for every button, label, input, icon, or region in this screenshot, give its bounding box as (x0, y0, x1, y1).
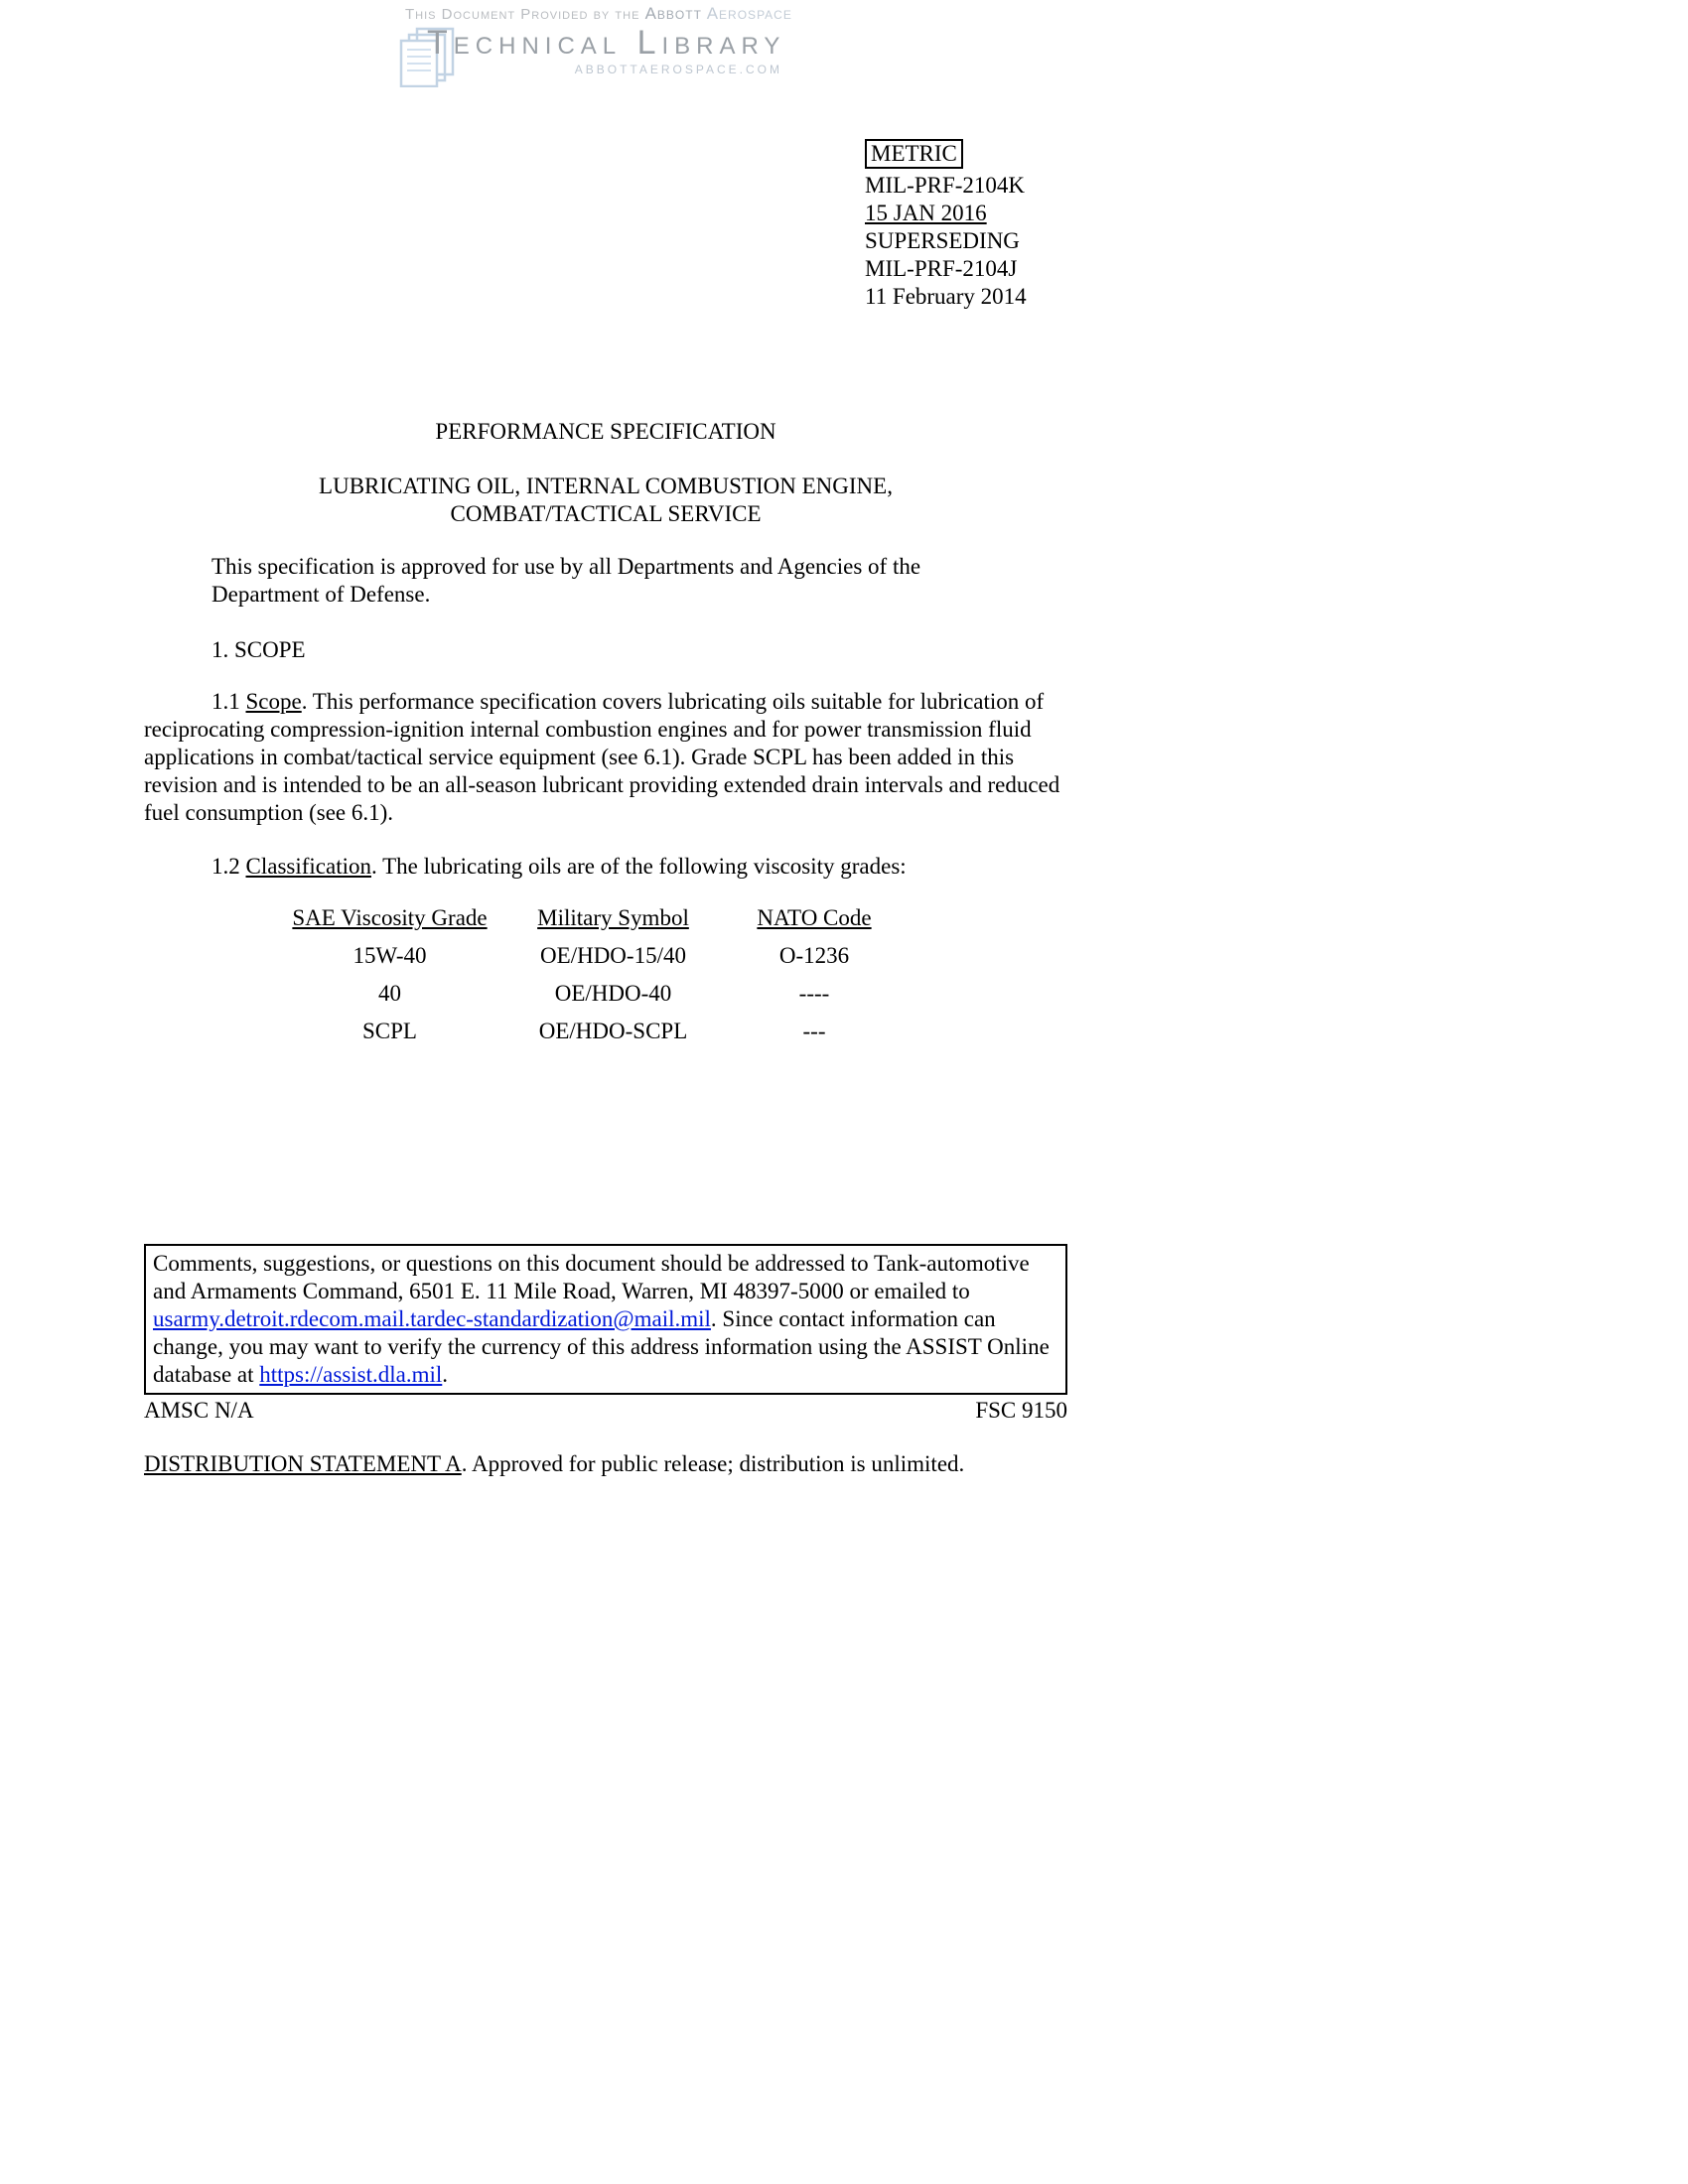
table-cell: --- (802, 1019, 826, 1043)
section-1-heading: 1. SCOPE (211, 637, 306, 662)
table-cell: OE/HDO-SCPL (538, 1019, 688, 1043)
table-row (273, 932, 909, 970)
watermark-brand-aerospace: Aerospace (706, 4, 792, 23)
watermark-brand-abbott: Abbott (644, 4, 707, 23)
document-id-block (865, 139, 1067, 311)
table-row (273, 1008, 909, 1045)
distribution-statement (144, 1450, 1067, 1478)
table-header-cell (720, 904, 909, 932)
watermark-wordmark (405, 24, 784, 63)
table-cell: ---- (798, 981, 830, 1006)
watermark-library-text: Technical Library (427, 24, 786, 62)
fsc-number: FSC 9150 (975, 1398, 1067, 1423)
table-header-cell (273, 904, 506, 932)
superseding-label: SUPERSEDING (865, 228, 1020, 253)
table-row (273, 970, 909, 1008)
comments-text-1: Comments, suggestions, or questions on this document should be addressed to Tank-automotive and Armaments Command, 6501 E. 11 Mile Road, Warren, MI 48397-5000 or emailed to (153, 1251, 1030, 1303)
header-sae-viscosity-grade: SAE Viscosity Grade (292, 905, 488, 930)
amsc-number: AMSC N/A (144, 1398, 254, 1423)
document-date: 15 JAN 2016 (865, 201, 987, 225)
watermark-provided-text: This Document Provided by the (405, 6, 645, 23)
table-cell: OE/HDO-40 (554, 981, 672, 1006)
standardization-email-link[interactable]: usarmy.detroit.rdecom.mail.tardec-standardization@mail.mil (153, 1306, 711, 1331)
spec-subject-line2: COMBAT/TACTICAL SERVICE (450, 501, 762, 526)
watermark-url: ABBOTTAEROSPACE.COM (574, 63, 782, 76)
paragraph-1-2-label: Classification (245, 854, 371, 879)
paragraph-1-1 (144, 688, 1067, 827)
paragraph-1-1-label: Scope (245, 689, 302, 714)
table-cell: OE/HDO-15/40 (540, 943, 686, 968)
paragraph-1-1-text: . This performance specification covers lubricating oils suitable for lubrication of reciprocating compression-ignition internal combustion engines and for power transmission fluid applications in combat/tactical service equipment (see 6.1). Grade SCPL has been added in this revision and is intended to be an all-season lubricant providing extended drain intervals and reduced fuel consumption (see 6.1). (144, 689, 1060, 825)
spec-subject-title (144, 473, 1067, 528)
spec-type-title: PERFORMANCE SPECIFICATION (435, 419, 776, 444)
assist-database-link[interactable]: https://assist.dla.mil (259, 1362, 443, 1387)
spec-subject-line1: LUBRICATING OIL, INTERNAL COMBUSTION ENGINE, (319, 474, 893, 498)
table-cell: 40 (378, 981, 401, 1006)
header-nato-code: NATO Code (757, 905, 872, 930)
superseded-date: 11 February 2014 (865, 284, 1027, 309)
amsc-fsc-row (144, 1397, 1067, 1425)
paragraph-1-2 (144, 853, 1067, 881)
viscosity-grade-table (273, 904, 909, 1045)
comments-text-3: . (442, 1362, 449, 1387)
paragraph-1-2-number: 1.2 (211, 854, 246, 879)
table-cell: SCPL (362, 1019, 417, 1043)
comments-text-2: . Since contact information can change, you may want to verify the currency of this address information using the ASSIST Online database at (153, 1306, 1050, 1387)
paragraph-1-1-number: 1.1 (211, 689, 246, 714)
superseded-number: MIL-PRF-2104J (865, 256, 1018, 281)
table-cell: O-1236 (778, 943, 850, 968)
metric-designator: METRIC (865, 139, 963, 169)
distribution-statement-label: DISTRIBUTION STATEMENT A (144, 1451, 462, 1476)
table-header-cell (506, 904, 720, 932)
document-content (144, 0, 1067, 1478)
table-cell: 15W-40 (352, 943, 427, 968)
paragraph-1-2-text: . The lubricating oils are of the following viscosity grades: (370, 854, 907, 879)
approval-statement: This specification is approved for use by all Departments and Agencies of the Department of Defense. (211, 554, 921, 607)
header-military-symbol: Military Symbol (537, 905, 689, 930)
distribution-statement-text: . Approved for public release; distribution is unlimited. (461, 1451, 965, 1476)
document-number: MIL-PRF-2104K (865, 173, 1026, 198)
comments-box (144, 1244, 1067, 1395)
table-header-row (273, 904, 909, 932)
